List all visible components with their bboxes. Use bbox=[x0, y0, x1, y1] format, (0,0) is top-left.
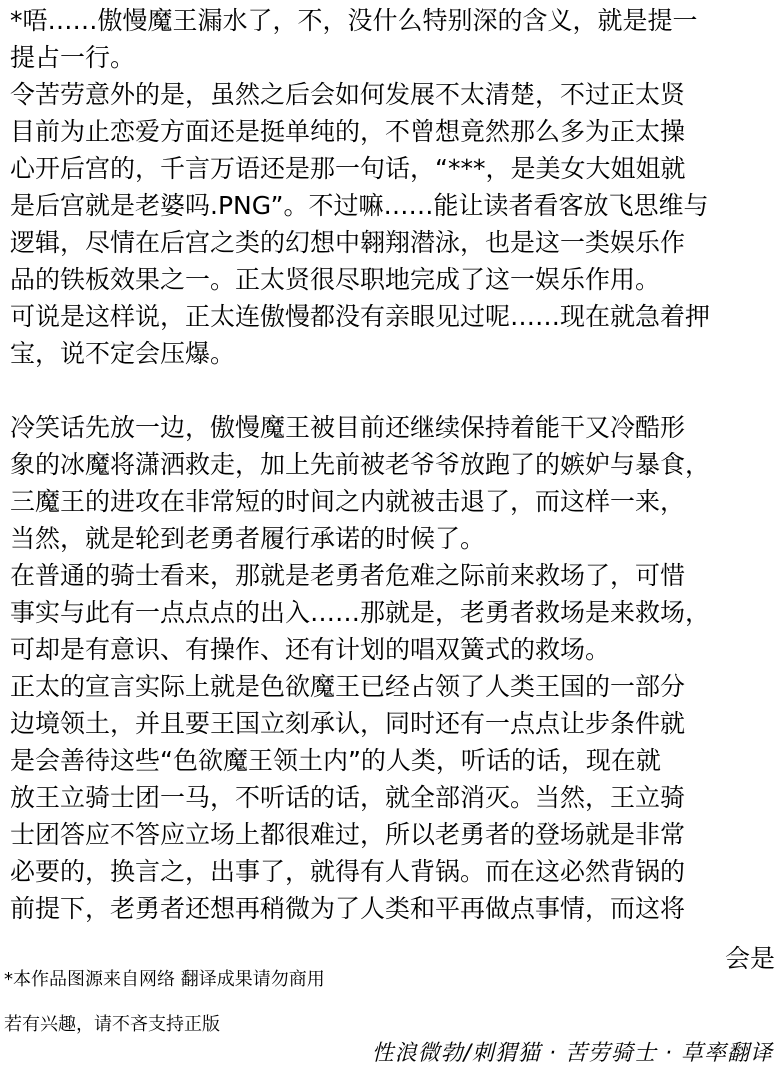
body-line: 是后宫就是老婆吗.PNG”。不过嘛……能让读者看客放飞思维与 bbox=[10, 191, 709, 220]
body-line: 前提下，老勇者还想再稍微为了人类和平再做点事情，而这将 bbox=[10, 894, 686, 923]
body-line: 正太的宣言实际上就是色欲魔王已经占领了人类王国的一部分 bbox=[10, 672, 686, 701]
body-line: 目前为止恋爱方面还是挺单纯的，不曾想竟然那么多为正太操 bbox=[10, 117, 686, 146]
body-line: 事实与此有一点点点的出入……那就是，老勇者救场是来救场， bbox=[10, 598, 711, 627]
support-note: 若有兴趣，请不吝支持正版 bbox=[4, 1014, 220, 1035]
body-line: 令苦劳意外的是，虽然之后会如何发展不太清楚，不过正太贤 bbox=[10, 80, 686, 109]
paragraph-gap bbox=[10, 372, 777, 409]
body-line: 边境领土，并且要王国立刻承认，同时还有一点点让步条件就 bbox=[10, 709, 686, 738]
body-line: 逻辑，尽情在后宫之类的幻想中翱翔潜泳，也是这一类娱乐作 bbox=[10, 228, 686, 257]
continuation-text: 会是 bbox=[724, 944, 775, 973]
body-line: 可说是这样说，正太连傲慢都没有亲眼见过呢……现在就急着押 bbox=[10, 302, 711, 331]
body-line: 冷笑话先放一边，傲慢魔王被目前还继续保持着能干又冷酷形 bbox=[10, 413, 686, 442]
body-line: 宝，说不定会压爆。 bbox=[10, 339, 236, 368]
body-line: 在普通的骑士看来，那就是老勇者危难之际前来救场了，可惜 bbox=[10, 561, 686, 590]
body-line: 可却是有意识、有操作、还有计划的唱双簧式的救场。 bbox=[10, 635, 611, 664]
body-line: 士团答应不答应立场上都很难过，所以老勇者的登场就是非常 bbox=[10, 820, 686, 849]
body-line: 品的铁板效果之一。正太贤很尽职地完成了这一娱乐作用。 bbox=[10, 265, 661, 294]
body-line: 心开后宫的，千言万语还是那一句话，“***，是美女大姐姐就 bbox=[10, 154, 686, 183]
source-note: *本作品图源来自网络 翻译成果请勿商用 bbox=[4, 969, 325, 990]
body-line: 三魔王的进攻在非常短的时间之内就被击退了，而这样一来， bbox=[10, 487, 686, 516]
body-line: 放王立骑士团一马，不听话的话，就全部消灭。当然，王立骑 bbox=[10, 783, 686, 812]
body-line: 象的冰魔将潇洒救走，加上先前被老爷爷放跑了的嫉妒与暴食， bbox=[10, 450, 711, 479]
body-line: 提占一行。 bbox=[10, 43, 136, 72]
body-line: 当然，就是轮到老勇者履行承诺的时候了。 bbox=[10, 524, 486, 553]
body-line: 是会善待这些“色欲魔王领土内”的人类，听话的话，现在就 bbox=[10, 746, 661, 775]
body-line: 必要的，换言之，出事了，就得有人背锅。而在这必然背锅的 bbox=[10, 857, 686, 886]
credits-line: 性浪微勃/刺猬猫 · 苦劳骑士 · 草率翻译 bbox=[371, 1041, 773, 1066]
body-text bbox=[10, 2, 777, 927]
body-line: *唔……傲慢魔王漏水了，不，没什么特别深的含义，就是提一 bbox=[10, 6, 698, 35]
